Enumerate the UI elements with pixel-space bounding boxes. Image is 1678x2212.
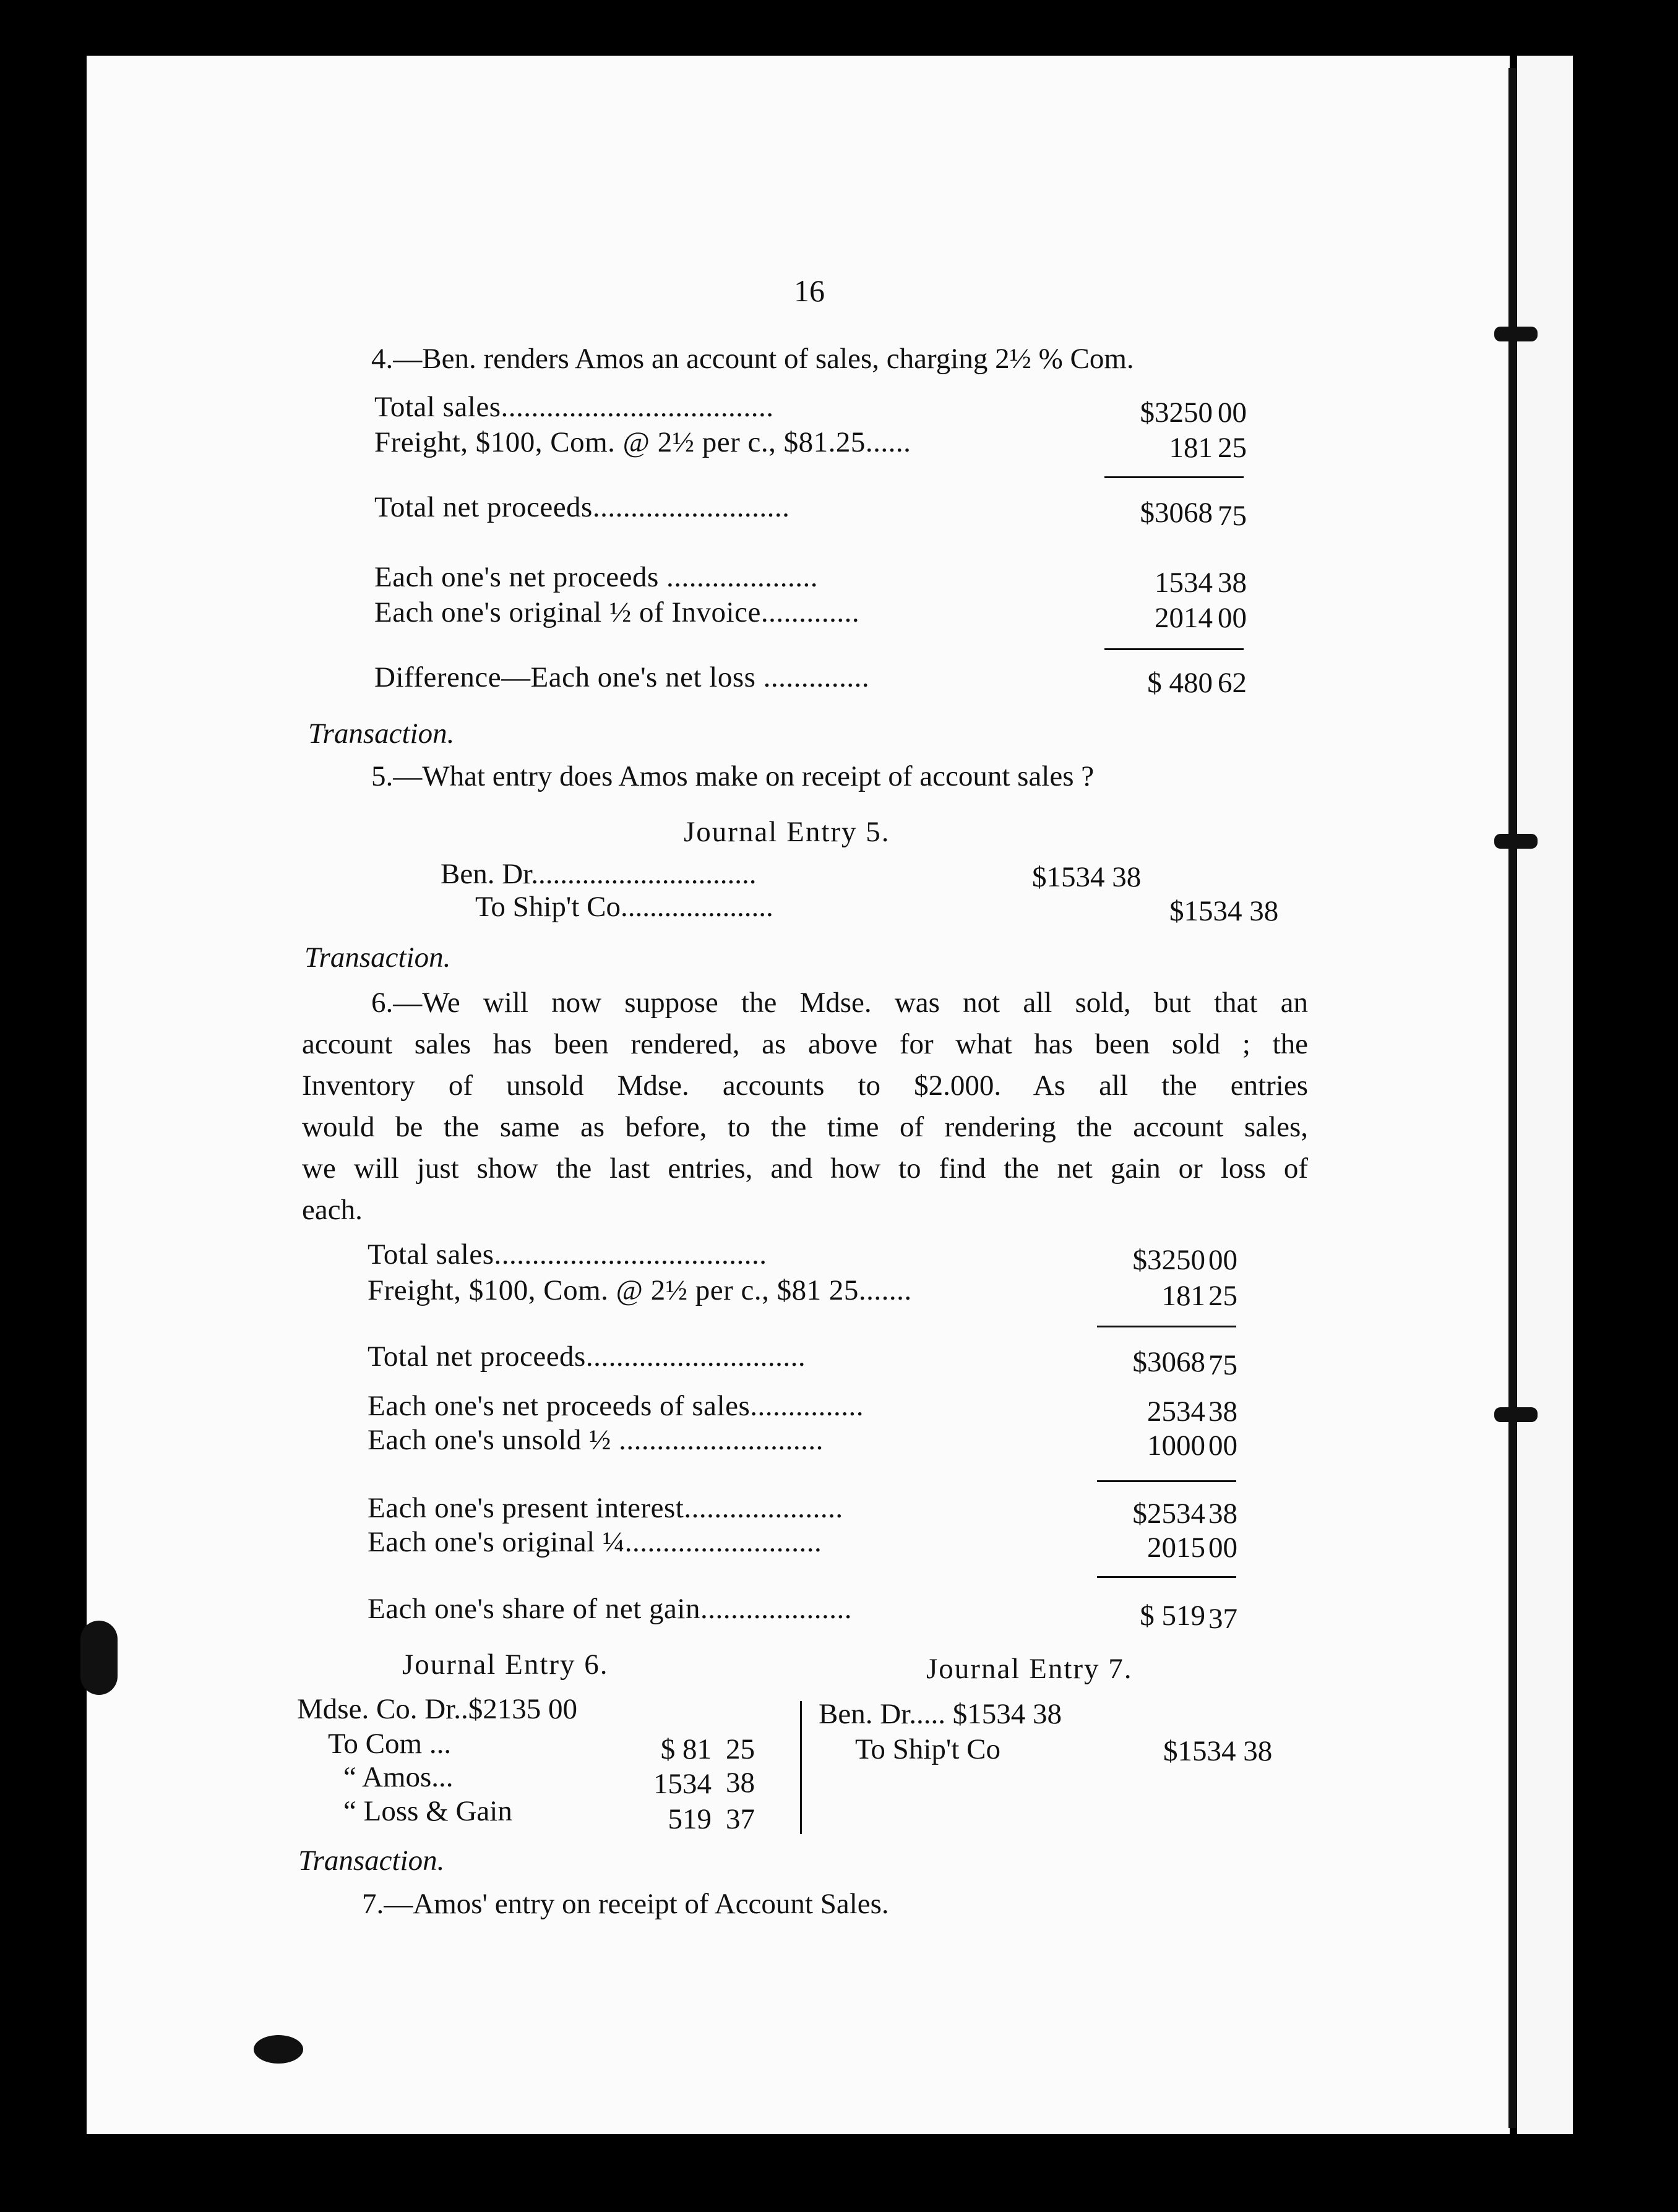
journal-6-row-label: To Com ...: [328, 1728, 452, 1760]
journal-7-credit-label: To Ship't Co: [855, 1733, 1000, 1765]
ledger-dollars: $3068: [1132, 1346, 1205, 1378]
page-number: 16: [794, 273, 825, 308]
ledger-cents: 00: [1208, 1430, 1237, 1462]
ledger-label: Total net proceeds..........................: [374, 491, 790, 523]
ledger-label: Each one's net proceeds of sales...............: [368, 1390, 864, 1422]
ledger-dollars: $ 519: [1140, 1600, 1205, 1632]
ledger-label: Each one's share of net gain....................: [368, 1593, 852, 1625]
journal-6-dollars: 1534: [653, 1768, 712, 1800]
section-5-question: 5.—What entry does Amos make on receipt of account sales ?: [371, 760, 1095, 792]
journal-6-debit: Mdse. Co. Dr..$2135 00: [297, 1693, 578, 1725]
journal-debit-label: Ben. Dr...............................: [441, 858, 757, 890]
ledger-dollars: 181: [1161, 1280, 1205, 1312]
journal-6-cents: 25: [726, 1733, 755, 1765]
journal-debit-amount: $1534 38: [1032, 861, 1142, 893]
page-gutter: [1508, 68, 1516, 2128]
binding-mark: [1494, 327, 1538, 341]
paragraph-line: each.: [302, 1194, 363, 1226]
journal-6-cents: 37: [726, 1803, 755, 1835]
ledger-label: Freight, $100, Com. @ 2½ per c., $81.25......: [374, 426, 911, 458]
journal-7-credit-amount: $1534 38: [1163, 1735, 1273, 1767]
ledger-dollars: $3250: [1132, 1244, 1205, 1276]
journal-7-debit: Ben. Dr..... $1534 38: [819, 1698, 1062, 1730]
ledger-cents: 00: [1208, 1532, 1237, 1564]
ledger-label: Each one's net proceeds ....................: [374, 561, 818, 593]
journal-6-cents: 38: [726, 1767, 755, 1799]
sum-rule: [1097, 1326, 1236, 1327]
section-4-heading: 4.—Ben. renders Amos an account of sales, charging 2½ % Com.: [371, 343, 1134, 375]
ledger-dollars: $ 480: [1147, 667, 1213, 699]
paragraph-line: we will just show the last entries, and how to find the net gain or loss of: [302, 1152, 1308, 1185]
journal-entry-5-title: Journal Entry 5.: [684, 816, 890, 848]
ledger-label: Each one's original ½ of Invoice.............: [374, 596, 860, 628]
facing-page-edge: [1517, 56, 1573, 2134]
ledger-cents: 38: [1208, 1395, 1237, 1428]
ledger-label: Total net proceeds.............................: [368, 1340, 806, 1373]
paragraph-line: account sales has been rendered, as above for what has been sold ; the: [302, 1028, 1308, 1060]
ledger-label: Each one's unsold ½ ...........................: [368, 1424, 824, 1456]
sum-rule: [1097, 1576, 1236, 1578]
ledger-dollars: 1000: [1147, 1430, 1205, 1462]
ledger-cents: 62: [1218, 667, 1247, 699]
ledger-label: Each one's original ¼..........................: [368, 1526, 822, 1558]
journal-divider: [800, 1701, 802, 1834]
ink-blot: [254, 2035, 303, 2064]
ledger-cents: 25: [1218, 432, 1247, 464]
ledger-label: Freight, $100, Com. @ 2½ per c., $81 25.......: [368, 1274, 912, 1306]
sum-rule: [1104, 476, 1244, 478]
paragraph-line: Inventory of unsold Mdse. accounts to $2.000. As all the entries: [302, 1070, 1308, 1102]
transaction-label: Transaction.: [304, 941, 451, 974]
journal-credit-label: To Ship't Co.....................: [475, 891, 773, 923]
ink-blot: [80, 1621, 118, 1695]
ledger-dollars: 2014: [1155, 602, 1213, 634]
paragraph-line: 6.—We will now suppose the Mdse. was not all sold, but that an: [371, 987, 1308, 1019]
ledger-dollars: 181: [1169, 432, 1213, 464]
ledger-dollars: 2015: [1147, 1532, 1205, 1564]
ledger-label: Difference—Each one's net loss ..............: [374, 661, 870, 693]
ledger-cents: 37: [1208, 1603, 1237, 1635]
sum-rule: [1104, 648, 1244, 650]
ledger-label: Total sales....................................: [368, 1238, 767, 1271]
ledger-dollars: 2534: [1147, 1395, 1205, 1428]
ledger-dollars: $3068: [1140, 497, 1213, 529]
ledger-cents: 38: [1208, 1498, 1237, 1530]
binding-mark: [1494, 1407, 1538, 1422]
section-7-text: 7.—Amos' entry on receipt of Account Sales.: [362, 1888, 889, 1920]
ledger-cents: 00: [1208, 1244, 1237, 1276]
ledger-cents: 25: [1208, 1280, 1237, 1312]
ledger-dollars: $3250: [1140, 397, 1213, 429]
ledger-cents: 75: [1208, 1349, 1237, 1381]
journal-6-dollars: $ 81: [660, 1733, 712, 1765]
journal-6-row-label: “ Amos...: [343, 1761, 454, 1793]
journal-entry-7-title: Journal Entry 7.: [926, 1653, 1133, 1685]
binding-mark: [1494, 834, 1538, 849]
journal-6-row-label: “ Loss & Gain: [343, 1795, 512, 1827]
journal-entry-6-title: Journal Entry 6.: [402, 1648, 609, 1681]
journal-credit-amount: $1534 38: [1169, 895, 1279, 927]
transaction-label: Transaction.: [298, 1845, 445, 1877]
transaction-label: Transaction.: [308, 718, 455, 750]
ledger-dollars: 1534: [1155, 567, 1213, 599]
ledger-cents: 75: [1218, 500, 1247, 532]
paragraph-line: would be the same as before, to the time of rendering the account sales,: [302, 1111, 1308, 1143]
sum-rule: [1097, 1480, 1236, 1482]
ledger-cents: 00: [1218, 602, 1247, 634]
ledger-dollars: $2534: [1132, 1498, 1205, 1530]
journal-6-dollars: 519: [668, 1803, 712, 1835]
ledger-cents: 00: [1218, 397, 1247, 429]
ledger-label: Total sales....................................: [374, 391, 774, 423]
ledger-cents: 38: [1218, 567, 1247, 599]
ledger-label: Each one's present interest.....................: [368, 1492, 843, 1524]
